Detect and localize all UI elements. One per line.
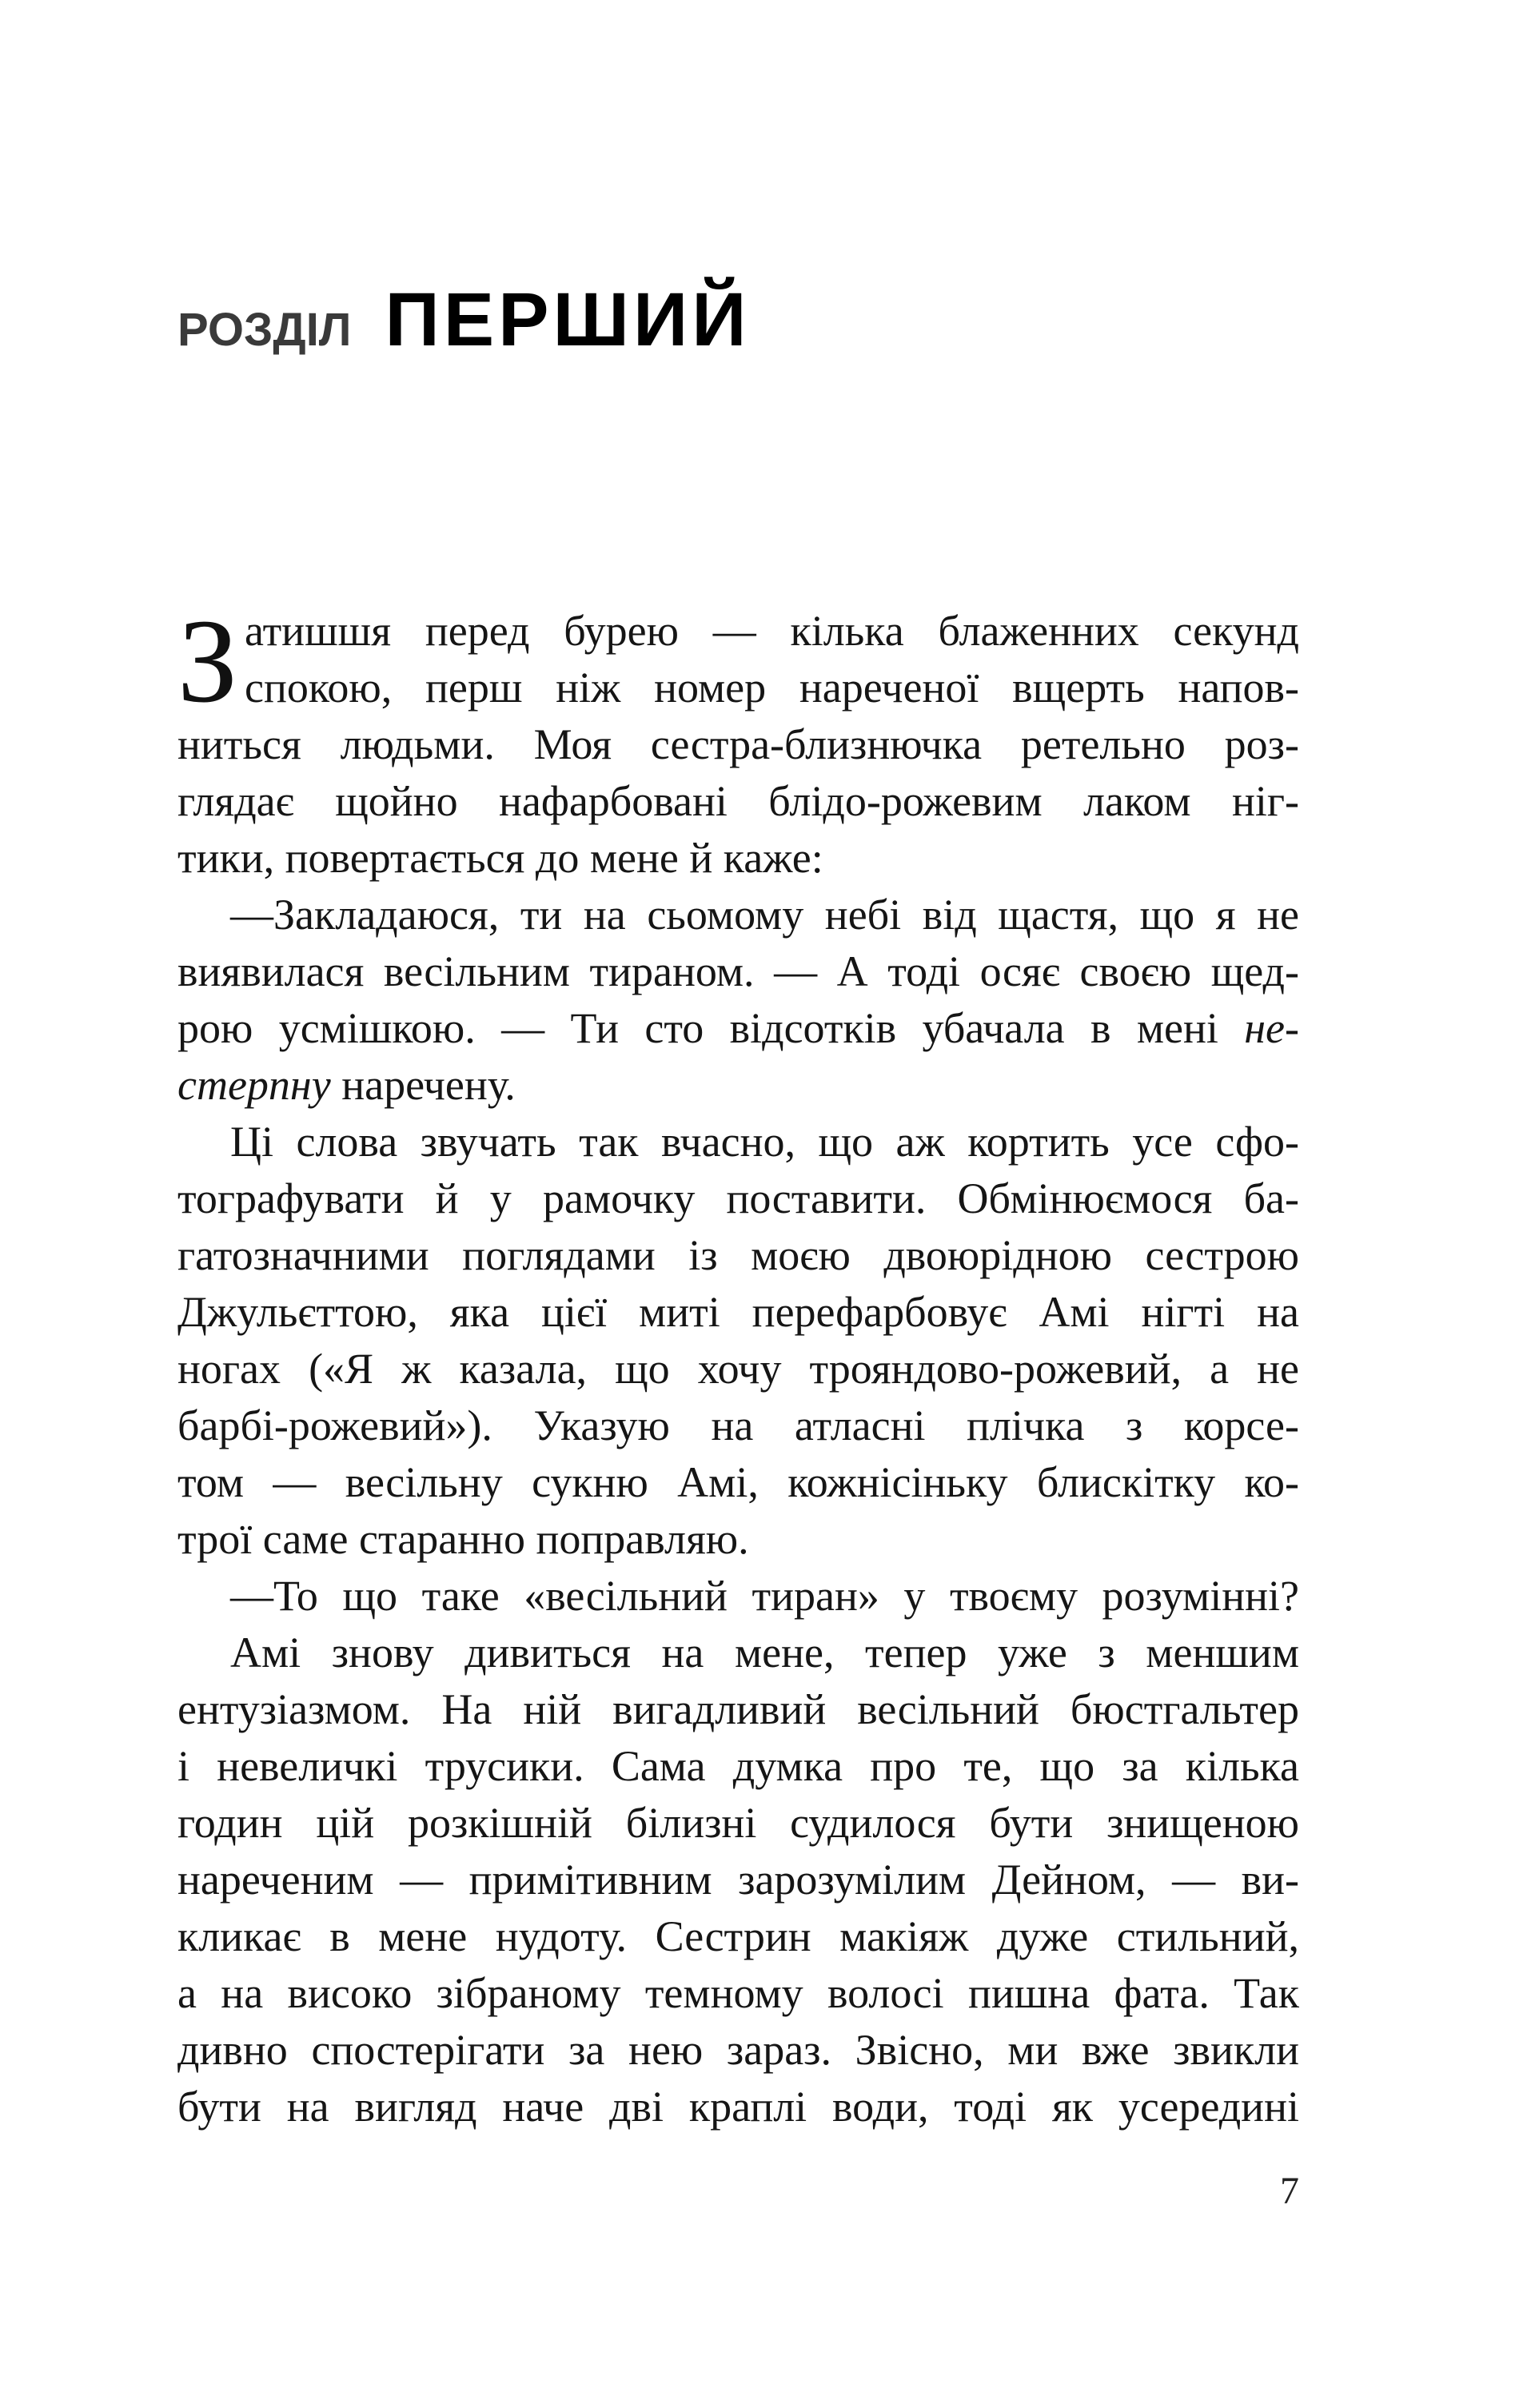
- text-line: [177, 1057, 1299, 1114]
- text-line-content: [230, 1114, 1299, 1170]
- text-line-content: [177, 943, 1299, 1000]
- text-line: [177, 1000, 1299, 1057]
- text-line-content: [177, 1511, 749, 1568]
- text-line: [177, 773, 1299, 830]
- text-segment: глядає щойно нафарбовані блідо-рожевим лаком ніг-: [177, 777, 1299, 825]
- text-line-content: [177, 1908, 1299, 1965]
- text-segment: Ці слова звучать так вчасно, що аж кортить усе сфо-: [230, 1118, 1299, 1166]
- text-line-content: [177, 1227, 1299, 1284]
- text-line: [177, 1625, 1299, 1681]
- text-line-content: [177, 1170, 1299, 1227]
- text-line-content: [177, 1057, 516, 1114]
- text-line-content: [245, 603, 1299, 660]
- text-segment: гатозначними поглядами із моєю двоюрідною сестрою: [177, 1231, 1299, 1279]
- body-text: [177, 595, 1299, 2135]
- text-segment: годин цій розкішній білизні судилося бути знищеною: [177, 1799, 1299, 1847]
- text-line-content: [177, 1341, 1299, 1397]
- text-line: [177, 830, 1299, 887]
- text-segment: атишшя перед бурею — кілька блаженних секунд: [245, 607, 1299, 655]
- text-line: [177, 2079, 1299, 2135]
- text-line-content: [177, 1681, 1299, 1738]
- text-line: [177, 1284, 1299, 1341]
- text-segment: бути на вигляд наче дві краплі води, тоді як усередині: [177, 2083, 1299, 2131]
- text-line: [177, 1170, 1299, 1227]
- text-segment: —Закладаюся, ти на сьомому небі від щастя, що я не: [230, 891, 1299, 939]
- text-line-content: [177, 716, 1299, 773]
- chapter-heading: [177, 277, 751, 362]
- text-line: [177, 1965, 1299, 2022]
- text-line-content: [177, 1454, 1299, 1511]
- text-segment: нареченим — примітивним зарозумілим Дейном, — ви-: [177, 1856, 1299, 1904]
- text-segment: трої саме старанно поправляю.: [177, 1515, 749, 1563]
- text-line: [177, 887, 1299, 943]
- chapter-label: РОЗДІЛ: [177, 304, 352, 356]
- text-segment: наречену.: [330, 1061, 516, 1109]
- text-line-content: [177, 2022, 1299, 2079]
- text-line: [177, 716, 1299, 773]
- chapter-title: ПЕРШИЙ: [385, 277, 751, 362]
- text-line-content: [177, 1852, 1299, 1908]
- text-line-content: [230, 887, 1299, 943]
- text-segment: виявилася весільним тираном. — А тоді осяє своєю щед-: [177, 947, 1299, 995]
- text-line: [177, 660, 1299, 716]
- text-line: [177, 1114, 1299, 1170]
- text-line: [177, 1511, 1299, 1568]
- text-segment: Джульєттою, яка цієї миті перефарбовує Амі нігті на: [177, 1288, 1299, 1336]
- text-line: [177, 1568, 1299, 1625]
- text-segment: рою усмішкою. — Ти сто відсотків убачала в мені: [177, 1004, 1245, 1052]
- text-segment: тографувати й у рамочку поставити. Обмінюємося ба-: [177, 1174, 1299, 1222]
- text-segment: барбі-рожевий»). Указую на атласні плічка з корсе-: [177, 1401, 1299, 1449]
- text-line: [177, 603, 1299, 660]
- text-line-content: [230, 1568, 1299, 1625]
- text-line: [177, 2022, 1299, 2079]
- italic-text: стерпну: [177, 1061, 331, 1109]
- text-segment: кликає в мене нудоту. Сестрин макіяж дуже стильний,: [177, 1912, 1299, 1960]
- text-line: [177, 1795, 1299, 1852]
- text-segment: ниться людьми. Моя сестра-близнючка ретельно роз-: [177, 720, 1299, 768]
- text-line-content: [177, 830, 823, 887]
- text-line: [177, 1681, 1299, 1738]
- text-segment: і невеличкі трусики. Сама думка про те, що за кілька: [177, 1742, 1299, 1790]
- text-segment: спокою, перш ніж номер нареченої вщерть напов-: [245, 664, 1299, 712]
- page-number: 7: [1280, 2170, 1299, 2212]
- text-line: [177, 1227, 1299, 1284]
- text-segment: Амі знову дивиться на мене, тепер уже з меншим: [230, 1629, 1299, 1676]
- text-line-content: [177, 1397, 1299, 1454]
- text-line: [177, 1908, 1299, 1965]
- text-segment: —То що таке «весільний тиран» у твоєму розумінні?: [230, 1572, 1299, 1620]
- text-line-content: [245, 660, 1299, 716]
- text-segment: дивно спостерігати за нею зараз. Звісно, ми вже звикли: [177, 2026, 1299, 2074]
- text-line-content: [177, 1284, 1299, 1341]
- text-segment: тики, повертається до мене й каже:: [177, 834, 823, 882]
- text-segment: ногах («Я ж казала, що хочу трояндово-рожевий, а не: [177, 1345, 1299, 1393]
- text-line-content: [177, 1965, 1299, 2022]
- text-line-content: [230, 1625, 1299, 1681]
- text-line: [177, 1341, 1299, 1397]
- italic-text: не-: [1244, 1004, 1299, 1052]
- text-line-content: [177, 2079, 1299, 2135]
- drop-cap: З: [177, 595, 238, 728]
- text-line-content: [177, 1000, 1299, 1057]
- text-line-content: [177, 773, 1299, 830]
- text-segment: а на високо зібраному темному волосі пишна фата. Так: [177, 1969, 1299, 2017]
- text-segment: ентузіазмом. На ній вигадливий весільний бюстгальтер: [177, 1685, 1299, 1733]
- text-line-content: [177, 1738, 1299, 1795]
- text-line: [177, 1738, 1299, 1795]
- text-segment: том — весільну сукню Амі, кожнісіньку блискітку ко-: [177, 1458, 1299, 1506]
- text-line: [177, 943, 1299, 1000]
- text-line: [177, 1454, 1299, 1511]
- text-line-content: [177, 1795, 1299, 1852]
- text-line: [177, 1852, 1299, 1908]
- text-line: [177, 1397, 1299, 1454]
